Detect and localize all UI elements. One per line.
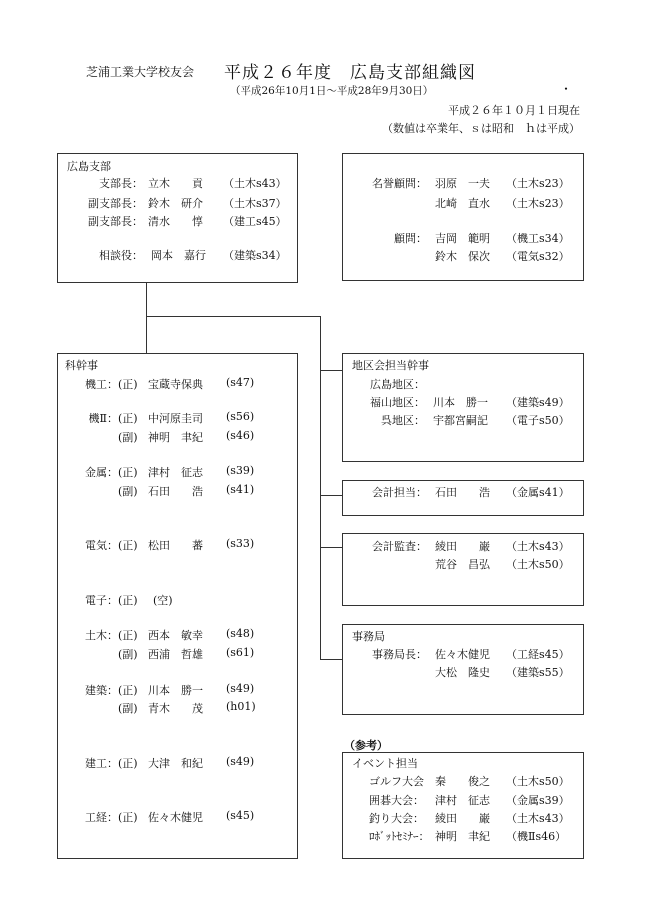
role-label: 会計監査：	[372, 540, 427, 553]
person-name: 川本 勝一	[433, 396, 488, 409]
dept-year: （土木s23）	[506, 197, 570, 210]
area-label: 福山地区：	[370, 396, 425, 409]
department-row	[58, 592, 297, 608]
person-name: 秦 俊之	[435, 775, 490, 788]
position-label: (副)	[118, 648, 138, 661]
audit-row	[343, 556, 583, 572]
person-name: 佐々木健児	[435, 648, 490, 661]
dept-year: （建築s55）	[506, 666, 570, 679]
position-label: (副)	[118, 485, 138, 498]
person-name: 津村 征志	[148, 466, 203, 479]
department-row	[58, 682, 297, 698]
grad-year: (s49)	[226, 682, 255, 695]
department-row	[58, 627, 297, 643]
person-name: 石田 浩	[435, 486, 490, 499]
person-name: 綾田 巌	[435, 812, 490, 825]
grad-year: (h01)	[226, 700, 256, 713]
connector-audit	[320, 547, 342, 548]
department-row	[58, 537, 297, 553]
dept-year: （機Ⅱs46）	[506, 830, 567, 843]
reference-label: （参考）	[344, 739, 388, 752]
branch-box	[57, 153, 298, 283]
position-label: (正)	[118, 629, 138, 642]
person-name: 立木 貢	[148, 177, 203, 190]
advisor-row	[343, 230, 583, 246]
person-name: 吉岡 範明	[435, 232, 490, 245]
event-row	[343, 792, 583, 808]
event-label: ゴルフ大会	[369, 775, 424, 788]
person-name: 神明 聿紀	[148, 431, 203, 444]
region-row	[343, 394, 583, 410]
event-row	[343, 773, 583, 789]
dept-year: （電子s50）	[506, 414, 570, 427]
branch-row	[58, 247, 297, 263]
department-row	[58, 646, 297, 662]
events-box	[342, 752, 584, 859]
dept-year: （金属s39）	[506, 794, 570, 807]
department-row	[58, 410, 297, 426]
connector-branch-down	[146, 282, 147, 354]
person-name: 佐々木健児	[148, 811, 203, 824]
advisors-box	[342, 153, 584, 281]
dept-label: 電気：	[85, 539, 118, 552]
department-row	[58, 464, 297, 480]
dept-year: （電気s32）	[506, 250, 570, 263]
position-label: (副)	[118, 702, 138, 715]
dept-year: （土木s43）	[506, 812, 570, 825]
connector-regional	[320, 370, 342, 371]
person-name: 大津 和紀	[148, 757, 203, 770]
person-name: 北崎 直水	[435, 197, 490, 210]
dept-label: 建工：	[85, 757, 118, 770]
connector-horizontal	[146, 316, 321, 317]
branch-row	[58, 213, 297, 229]
office-title: 事務局	[352, 630, 385, 643]
person-name: 綾田 巌	[435, 540, 490, 553]
dept-year: （土木s50）	[506, 558, 570, 571]
advisor-row	[343, 248, 583, 264]
grad-year: (s47)	[226, 376, 255, 389]
department-row	[58, 429, 297, 445]
branch-title: 広島支部	[67, 160, 111, 173]
person-name: 松田 蕃	[148, 539, 203, 552]
dept-year: （土木s50）	[506, 775, 570, 788]
person-name: 石田 浩	[148, 485, 203, 498]
person-name: 川本 勝一	[148, 684, 203, 697]
department-row	[58, 376, 297, 392]
position-label: (正)	[118, 811, 138, 824]
position-label: (正)	[118, 757, 138, 770]
role-label: 副支部長：	[88, 197, 143, 210]
audit-box	[342, 533, 584, 606]
connector-accounting	[320, 495, 342, 496]
legend-note: （数値は卒業年、ｓは昭和 ｈは平成）	[382, 122, 580, 135]
dept-label: 土木：	[85, 629, 118, 642]
grad-year: (s61)	[226, 646, 255, 659]
dept-year: （金属s41）	[506, 486, 570, 499]
departments-title: 科幹事	[65, 359, 98, 372]
role-label: 顧問：	[394, 232, 427, 245]
dept-year: （機工s34）	[506, 232, 570, 245]
event-label: 囲碁大会：	[369, 794, 424, 807]
position-label: (正)	[118, 378, 138, 391]
region-row	[343, 376, 583, 392]
role-label: 名誉顧問：	[372, 177, 427, 190]
office-row	[343, 664, 583, 680]
regional-box	[342, 353, 584, 462]
event-label: 釣り大会：	[369, 812, 424, 825]
role-label: 相談役：	[99, 249, 143, 262]
dept-label: 金属：	[85, 466, 118, 479]
office-row	[343, 646, 583, 662]
dept-label: 工経：	[85, 811, 118, 824]
connector-trunk	[320, 316, 321, 660]
dept-year: （土木s37）	[223, 197, 287, 210]
department-row	[58, 483, 297, 499]
dept-year: （工経s45）	[506, 648, 570, 661]
dept-label: 電子：	[85, 594, 118, 607]
position-label: (正)	[118, 412, 138, 425]
person-name: 神明 聿紀	[435, 830, 490, 843]
audit-row	[343, 538, 583, 554]
position-label: (正)	[118, 594, 138, 607]
person-name: 羽原 一夫	[435, 177, 490, 190]
person-name: 中河原圭司	[148, 412, 203, 425]
connector-office	[320, 659, 342, 660]
event-row	[343, 828, 583, 844]
stray-dot: ・	[560, 82, 573, 96]
dept-year: （土木s23）	[506, 177, 570, 190]
dept-year: （建工s45）	[223, 215, 287, 228]
area-label: 呉地区：	[381, 414, 425, 427]
advisor-row	[343, 195, 583, 211]
person-name: 津村 征志	[435, 794, 490, 807]
events-title: イベント担当	[352, 757, 418, 770]
regional-title: 地区会担当幹事	[352, 359, 429, 372]
grad-year: (s41)	[226, 483, 255, 496]
role-label: 事務局長：	[372, 648, 427, 661]
term-period: （平成26年10月1日～平成28年9月30日）	[230, 85, 434, 97]
person-name: 西本 敏幸	[148, 629, 203, 642]
as-of-date: 平成２６年１０月１日現在	[448, 104, 580, 117]
grad-year: (s45)	[226, 809, 255, 822]
person-name: 宇都宮嗣記	[433, 414, 488, 427]
dept-year: （土木s43）	[223, 177, 287, 190]
department-row	[58, 700, 297, 716]
person-name: 鈴木 保次	[435, 250, 490, 263]
grad-year: (s49)	[226, 755, 255, 768]
role-label: 副支部長：	[88, 215, 143, 228]
advisor-row	[343, 175, 583, 191]
person-name: 岡本 嘉行	[151, 249, 206, 262]
role-label: 会計担当：	[372, 486, 427, 499]
accounting-row	[343, 484, 583, 500]
event-row	[343, 810, 583, 826]
grad-year: (s56)	[226, 410, 255, 423]
person-name: 青木 茂	[148, 702, 203, 715]
position-label: (正)	[118, 466, 138, 479]
region-row	[343, 412, 583, 428]
department-row	[58, 809, 297, 825]
person-name: 荒谷 昌弘	[435, 558, 490, 571]
person-name: 鈴木 研介	[148, 197, 203, 210]
dept-year: （土木s43）	[506, 540, 570, 553]
page-title: 平成２６年度 広島支部組織図	[224, 63, 476, 83]
department-row	[58, 755, 297, 771]
person-name: 大松 隆史	[435, 666, 490, 679]
position-label: (正)	[118, 684, 138, 697]
grad-year: (s46)	[226, 429, 255, 442]
dept-label: 機Ⅱ：	[88, 412, 118, 425]
departments-box	[57, 353, 298, 859]
person-name: 宝蔵寺保典	[148, 378, 203, 391]
position-label: (正)	[118, 539, 138, 552]
grad-year: (s39)	[226, 464, 255, 477]
dept-year: （建築s49）	[506, 396, 570, 409]
event-label: ﾛﾎﾞｯﾄｾﾐﾅｰ：	[369, 830, 430, 843]
person-name: 清水 惇	[148, 215, 203, 228]
role-label: 支部長：	[99, 177, 143, 190]
grad-year: (s33)	[226, 537, 255, 550]
person-name: (空)	[153, 594, 173, 607]
office-box	[342, 624, 584, 715]
accounting-box	[342, 480, 584, 516]
dept-label: 建築：	[85, 684, 118, 697]
organization-name: 芝浦工業大学校友会	[86, 65, 195, 79]
branch-row	[58, 175, 297, 191]
area-label: 広島地区：	[370, 378, 425, 391]
branch-row	[58, 195, 297, 211]
position-label: (副)	[118, 431, 138, 444]
person-name: 西浦 哲雄	[148, 648, 203, 661]
grad-year: (s48)	[226, 627, 255, 640]
dept-year: （建築s34）	[223, 249, 287, 262]
dept-label: 機工：	[85, 378, 118, 391]
